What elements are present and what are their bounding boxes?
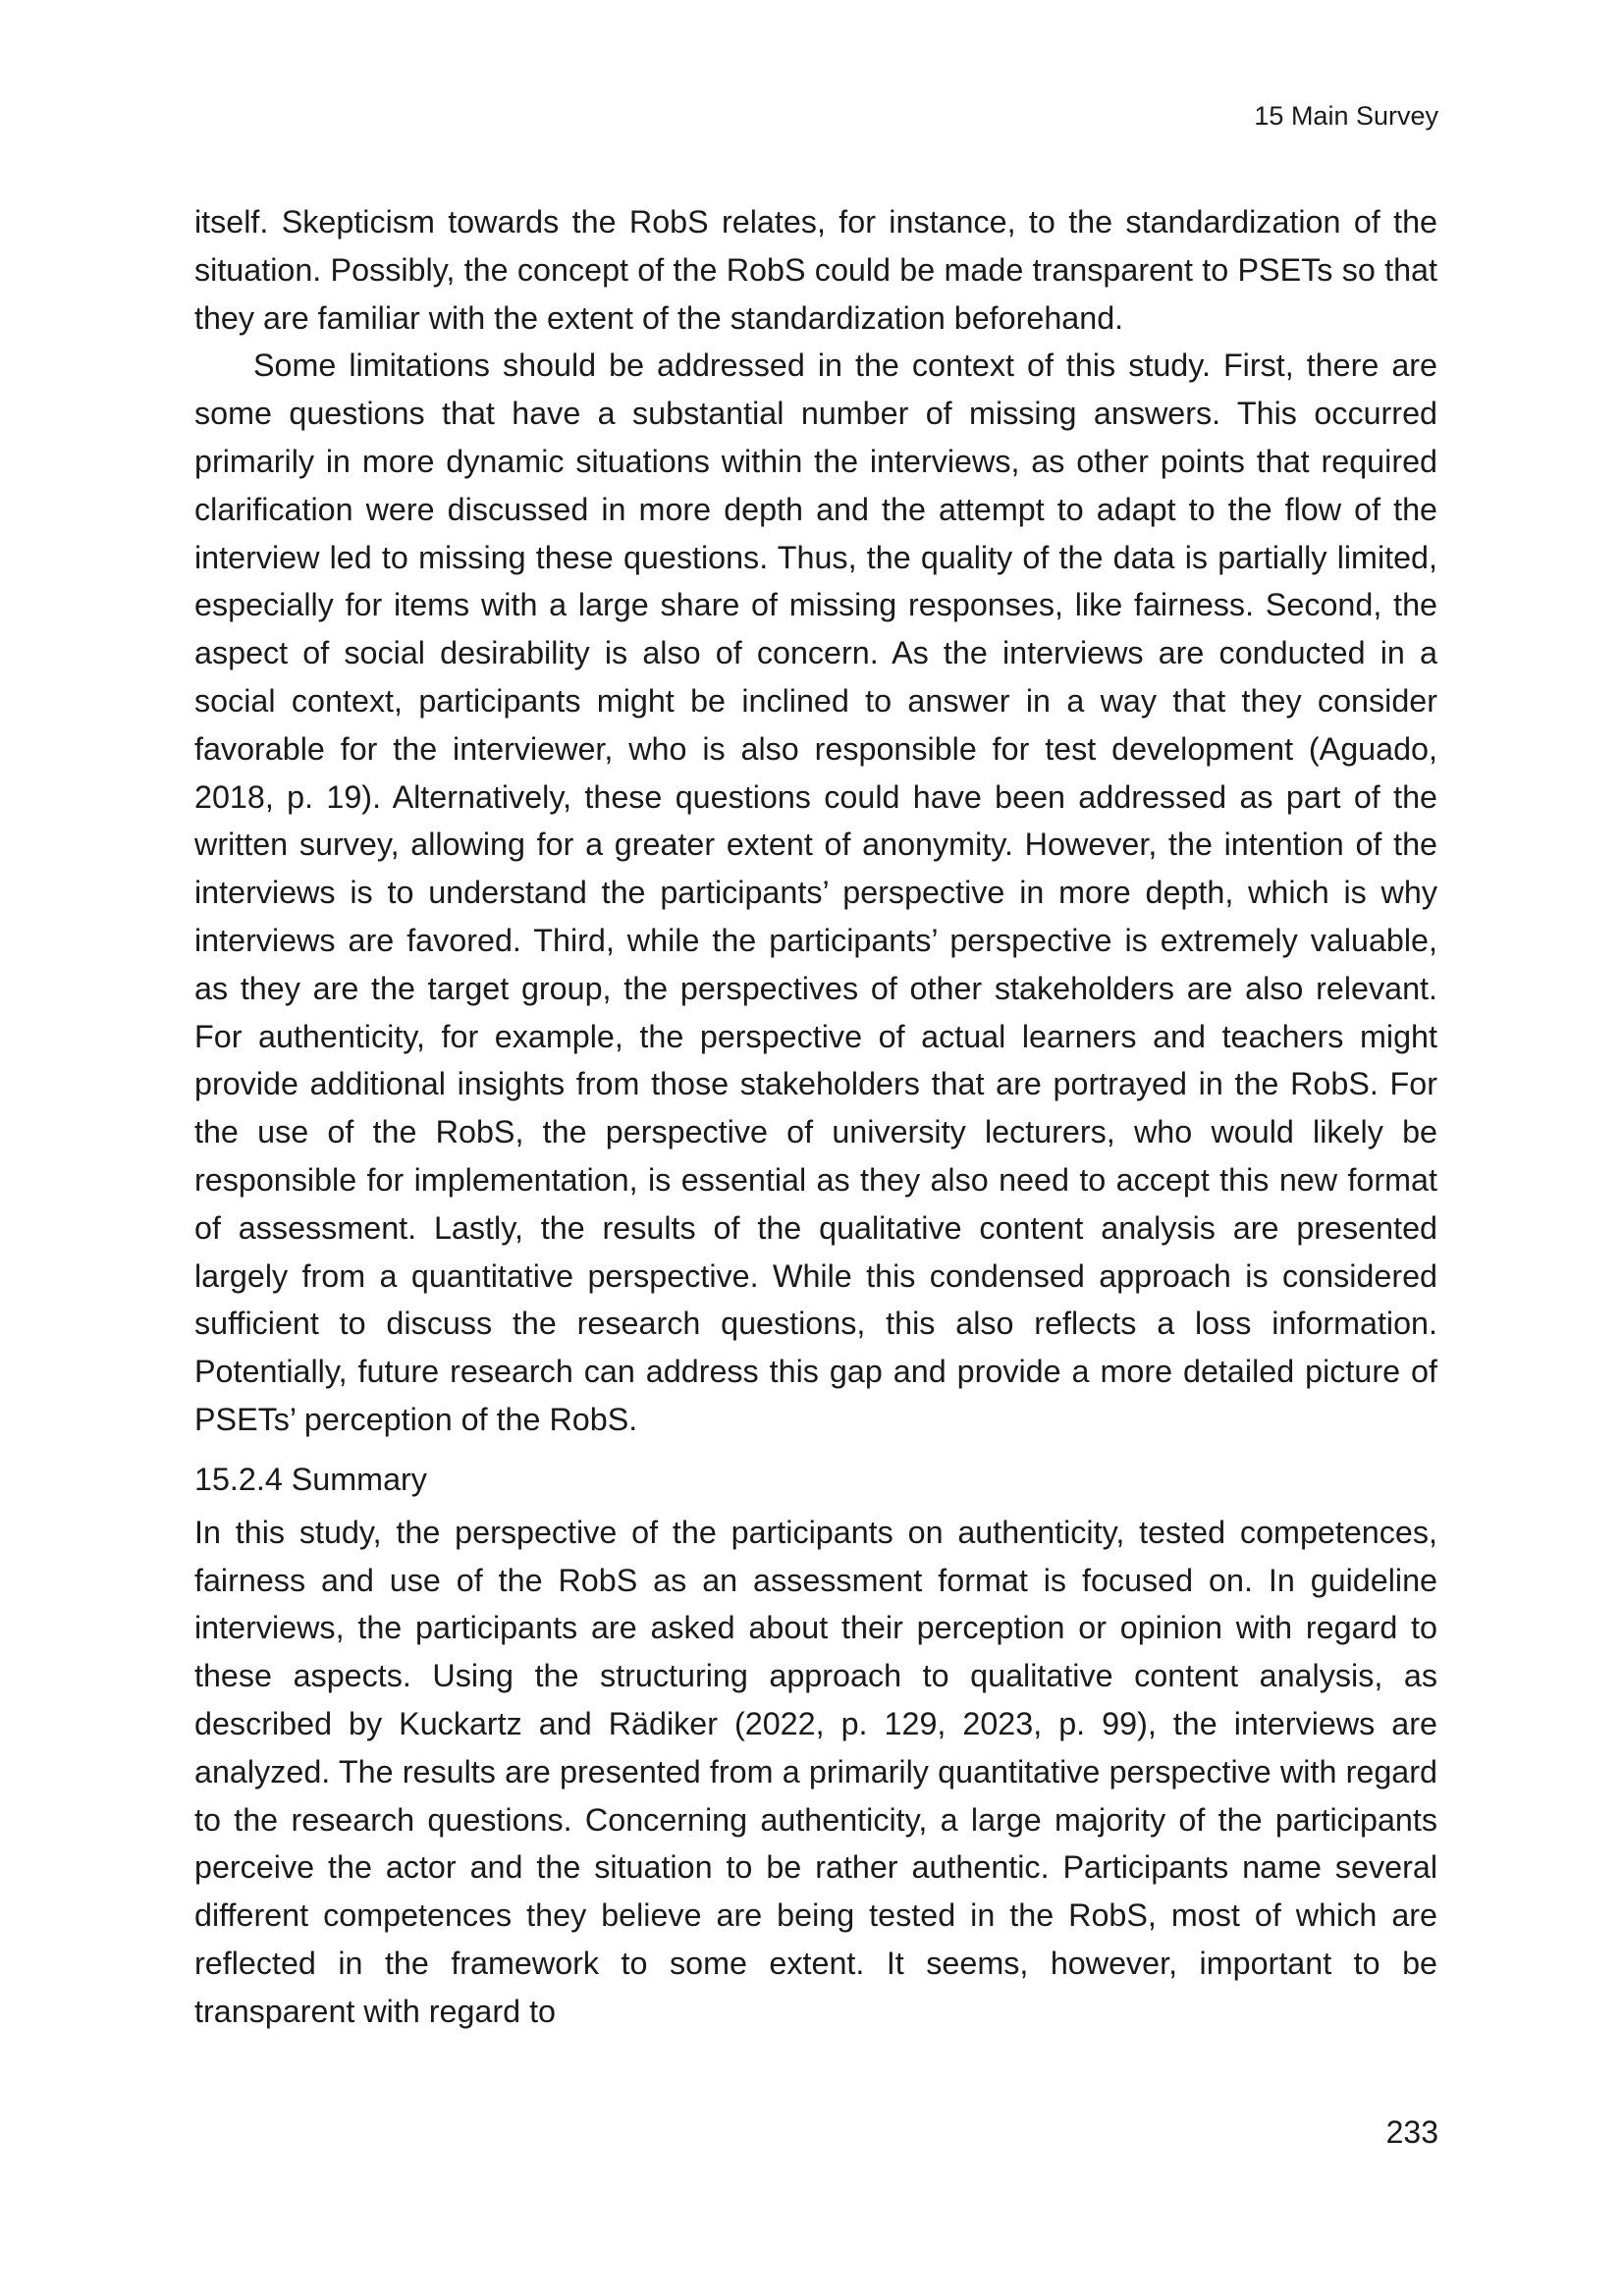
page-body xyxy=(194,198,1437,2035)
page-number: 233 xyxy=(1385,2114,1438,2150)
running-header-title: 15 Main Survey xyxy=(1254,101,1438,131)
body-paragraph-limitations: Some limitations should be addressed in the context of this study. First, there are some questions that have a substantial number of missing answers. This occurred primarily in more dynamic situations within the interviews, as other points that required clarification were discussed in more depth and the attempt to adapt to the flow of the interview led to missing these questions. Thus, the quality of the data is partially limited, especially for items with a large share of missing responses, like fairness. Second, the aspect of social desirability is also of concern. As the interviews are conducted in a social context, participants might be inclined to answer in a way that they consider favorable for the interviewer, who is also responsible for test development (Aguado, 2018, p. 19). Alternatively, these questions could have been addressed as part of the written survey, allowing for a greater extent of anonymity. However, the intention of the interviews is to understand the participants’ perspective in more depth, which is why interviews are favored. Third, while the participants’ perspective is extremely valuable, as they are the target group, the perspectives of other stakeholders are also relevant. For authenticity, for example, the perspective of actual learners and teachers might provide additional insights from those stakeholders that are portrayed in the RobS. For the use of the RobS, the perspective of university lecturers, who would likely be responsible for implementation, is essential as they also need to accept this new format of assessment. Lastly, the results of the qualitative content analysis are presented largely from a quantitative perspective. While this condensed approach is considered sufficient to discuss the research questions, this also reflects a loss information. Potentially, future research can address this gap and provide a more detailed picture of PSETs’ perception of the RobS. xyxy=(194,347,1437,1437)
section-heading-summary: 15.2.4 Summary xyxy=(194,1461,427,1497)
body-paragraph-1: itself. Skepticism towards the RobS relates, for instance, to the standardization of the situation. Possibly, the concept of the RobS could be made transparent to PSETs so that they are familiar with the extent of the standardization beforehand. xyxy=(194,204,1437,336)
body-paragraph-summary: In this study, the perspective of the participants on authenticity, tested competences, fairness and use of the RobS as an assessment format is focused on. In guideline interviews, the participants are asked about their perception or opinion with regard to these aspects. Using the structuring approach to qualitative content analysis, as described by Kuckartz and Rädiker (2022, p. 129, 2023, p. 99), the interviews are analyzed. The results are presented from a primarily quantitative perspective with regard to the research questions. Concerning authenticity, a large majority of the participants perceive the actor and the situation to be rather authentic. Participants name several different competences they believe are being tested in the RobS, most of which are reflected in the framework to some extent. It seems, however, important to be transparent with regard to xyxy=(194,1514,1437,2029)
